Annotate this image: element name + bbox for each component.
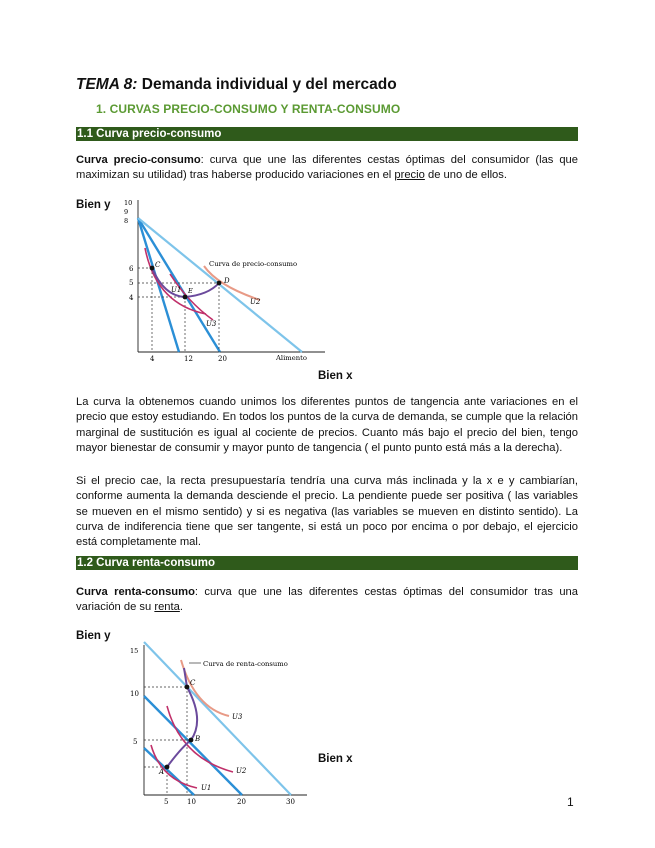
renta-link: renta bbox=[154, 601, 180, 614]
paragraph-tangency: La curva la obtenemos cuando unimos los diferentes puntos de tangencia ante variaciones en el precio que estoy estudiando. En todos los puntos de la curva de demanda, se cumple que la relación marginal de sustitución es igual al cociente de precios. Cuanto más bajo el precio del bien, tengo mayor bienestar de consumir y mayor punto de tangencia ( el punto punto está más a la derecha). bbox=[76, 396, 578, 454]
curve-label: U1 bbox=[171, 286, 182, 294]
renta-consumo-chart bbox=[125, 640, 310, 810]
document-title bbox=[76, 76, 397, 94]
point-label: B bbox=[195, 735, 201, 743]
y-tick: 10 bbox=[124, 199, 133, 207]
renta-consumo-definition bbox=[76, 585, 578, 616]
x-tick: 10 bbox=[187, 798, 196, 806]
point-e bbox=[183, 295, 188, 300]
chart1-y-axis-title: Bien y bbox=[76, 199, 111, 211]
term: Curva renta-consumo bbox=[76, 586, 195, 598]
precio-consumo-chart bbox=[118, 194, 328, 366]
indifference-curve-u1 bbox=[151, 745, 197, 788]
chart2-x-axis-title: Bien x bbox=[318, 753, 353, 765]
section-heading-renta-consumo: 1.2 Curva renta-consumo bbox=[76, 556, 578, 570]
curve-label: U3 bbox=[206, 320, 217, 328]
point-label: E bbox=[188, 287, 193, 295]
definition-text: : curva que une las diferentes cestas óptimas del consumidor tras una variación de su bbox=[76, 586, 578, 614]
budget-line-1 bbox=[144, 748, 194, 795]
precio-consumo-definition bbox=[76, 153, 578, 184]
y-tick: 8 bbox=[124, 217, 129, 225]
x-axis-label: Alimento bbox=[276, 354, 307, 362]
budget-line-2 bbox=[138, 218, 220, 352]
point-c bbox=[150, 266, 155, 271]
point-label: C bbox=[190, 679, 196, 687]
paragraph-price-drop: Si el precio cae, la recta presupuestaría tendría una curva más inclinada y la x e y cambiarían, conforme aumenta la demanda desciende el precio. La pendiente puede ser positiva ( las variables se mueven en el mismo sentido) y si es negativa (las variables se mueven en distinto sentido). La curva de indiferencia tiene que ser tangente, si está un poco por encima o por debajo, el ejercicio está completamente mal. bbox=[76, 475, 578, 549]
y-tick: 15 bbox=[130, 647, 139, 655]
section-heading-precio-consumo: 1.1 Curva precio-consumo bbox=[76, 127, 578, 141]
budget-line-2 bbox=[144, 696, 242, 795]
x-tick: 30 bbox=[286, 798, 295, 806]
section-title: 1. CURVAS PRECIO-CONSUMO Y RENTA-CONSUMO bbox=[96, 102, 401, 116]
definition-end: de uno de ellos. bbox=[424, 169, 507, 182]
point-label: C bbox=[155, 261, 161, 269]
definition-end: . bbox=[179, 601, 183, 614]
y-tick: 5 bbox=[129, 279, 134, 287]
page-number: 1 bbox=[567, 795, 574, 809]
point-c bbox=[185, 685, 190, 690]
title-text: Demanda individual y del mercado bbox=[141, 76, 397, 93]
x-tick: 20 bbox=[218, 355, 227, 363]
x-tick: 5 bbox=[164, 798, 169, 806]
budget-line-1 bbox=[138, 218, 182, 352]
x-tick: 4 bbox=[150, 355, 155, 363]
income-consumption-label: Curva de renta-consumo bbox=[203, 660, 288, 668]
point-b bbox=[189, 738, 194, 743]
curve-label: U2 bbox=[236, 767, 247, 775]
point-label: D bbox=[224, 277, 230, 285]
x-tick: 12 bbox=[184, 355, 193, 363]
curve-label: U2 bbox=[250, 298, 261, 306]
y-tick: 6 bbox=[129, 265, 134, 273]
chart1-x-axis-title: Bien x bbox=[318, 370, 353, 382]
x-tick: 20 bbox=[237, 798, 246, 806]
curve-label: U3 bbox=[232, 713, 243, 721]
chart2-y-axis-title: Bien y bbox=[76, 630, 111, 642]
point-label: A bbox=[159, 768, 165, 776]
y-tick: 10 bbox=[130, 690, 139, 698]
y-tick: 4 bbox=[129, 294, 134, 302]
price-consumption-label: Curva de precio-consumo bbox=[209, 260, 298, 268]
y-tick-extra: 9 bbox=[124, 208, 129, 216]
definition-text: : curva que une las diferentes cestas óptimas del consumidor (las que maximizan su utilidad) tras haberse producido variaciones en el bbox=[76, 154, 578, 182]
point-a bbox=[165, 765, 170, 770]
precio-link: precio bbox=[394, 169, 425, 182]
curve-label: U1 bbox=[201, 784, 212, 792]
y-tick: 5 bbox=[133, 738, 138, 746]
point-d bbox=[217, 281, 222, 286]
tema-label: TEMA 8: bbox=[76, 76, 138, 93]
term: Curva precio-consumo bbox=[76, 154, 201, 166]
